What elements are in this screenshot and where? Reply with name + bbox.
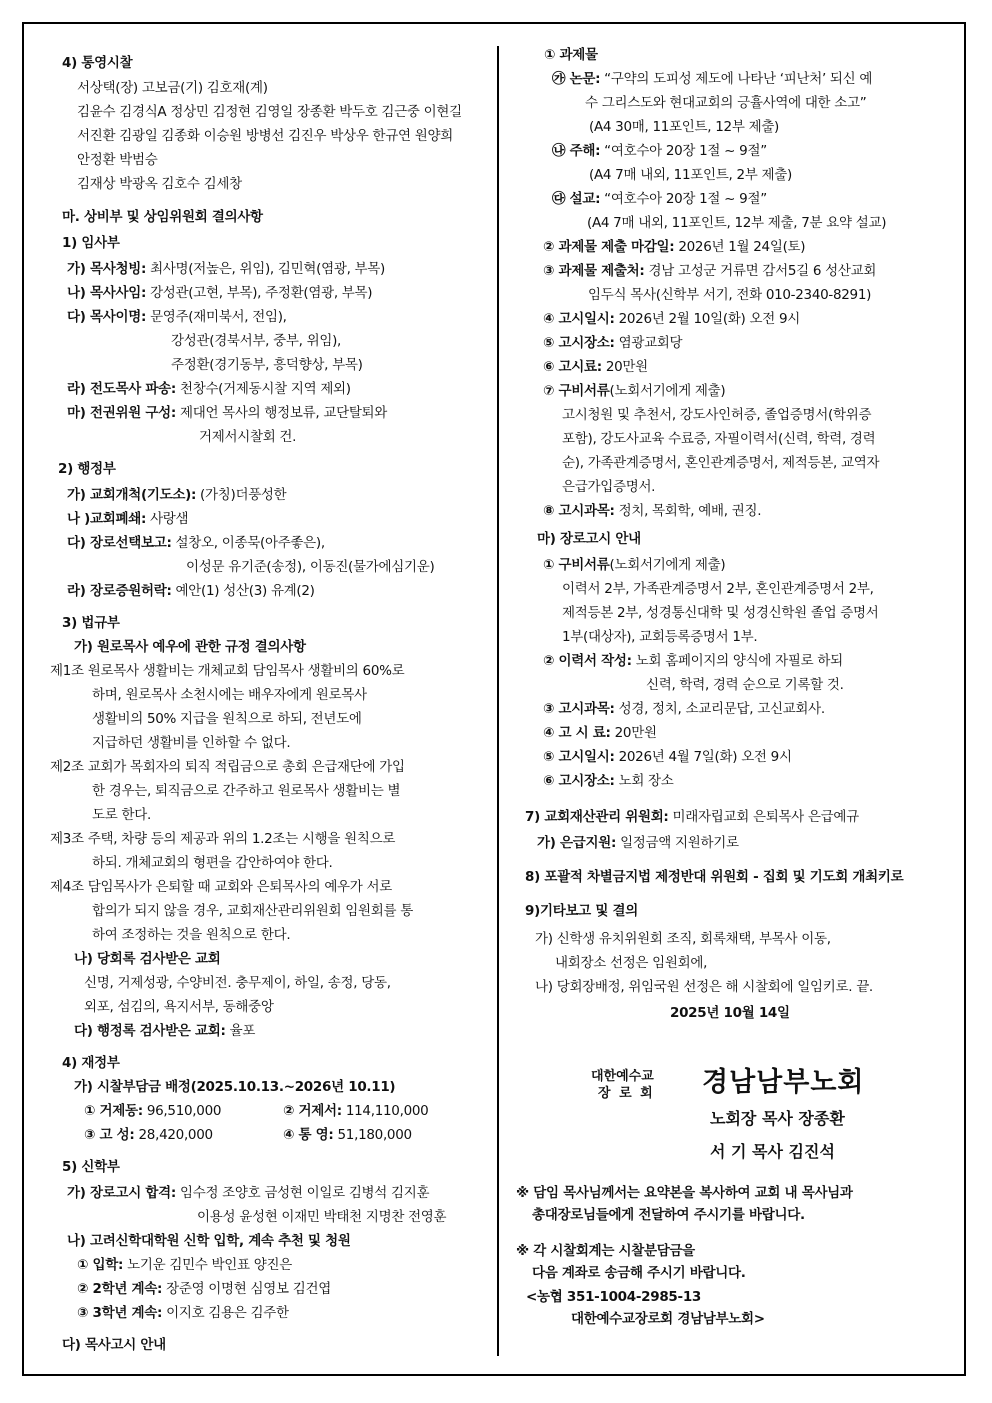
left-text-label: 다) 장로선택보고:: [67, 535, 172, 551]
right-text-value: (노회서기에게 제출): [609, 557, 726, 573]
left-text-line: [283, 1102, 428, 1120]
right-text-line: (A4 7매 내외, 11포인트, 2부 제출): [589, 167, 792, 183]
left-text-line: 하되. 개체교회의 형편을 감안하여야 한다.: [92, 855, 333, 871]
left-text-line: 주정환(경기동부, 흥덕향상, 부목): [171, 357, 363, 373]
left-text-line: 제2조 교회가 목회자의 퇴직 적립금으로 총회 은급재단에 가입: [50, 759, 405, 775]
left-text-line: 거제서시찰회 건.: [199, 429, 297, 445]
left-text-line: 4) 재정부: [62, 1055, 120, 1071]
left-text-value: 114,110,000: [341, 1103, 429, 1119]
left-text-label: 다) 행정록 검사받은 교회:: [74, 1023, 226, 1039]
left-text-value: 51,180,000: [333, 1127, 412, 1143]
note-text-line: ※ 각 시찰회계는 시찰분담금을: [516, 1243, 695, 1259]
left-text-line: [74, 1022, 255, 1040]
left-text-label: ② 2학년 계속:: [77, 1281, 163, 1297]
left-text-line: [67, 284, 372, 302]
right-text-label: 가) 은급지원:: [537, 835, 617, 851]
left-text-line: [67, 404, 387, 422]
left-text-label: 가) 교회개척(기도소):: [67, 487, 197, 503]
right-text-line: [537, 834, 739, 852]
right-text-line: [543, 382, 725, 400]
left-text-line: 1) 임사부: [62, 235, 120, 251]
right-text-label: ㉮ 논문:: [552, 71, 601, 87]
right-text-line: [543, 652, 843, 670]
right-text-value: “여호수아 20장 1절 ~ 9절”: [600, 191, 767, 207]
org-name-line1: 대한예수교: [591, 1069, 654, 1084]
moderator-line: 노회장 목사 장종환: [710, 1109, 845, 1128]
left-text-value: 예안(1) 성산(3) 유계(2): [171, 583, 315, 599]
right-text-line: 나) 당회장배정, 위임국원 선정은 해 시찰회에 일임키로. 끝.: [535, 979, 873, 995]
left-text-label: 가) 목사청빙:: [67, 261, 147, 277]
left-text-value: 문영주(재미북서, 전임),: [146, 309, 287, 325]
right-text-line: [552, 190, 767, 208]
left-text-line: [84, 1102, 221, 1120]
right-text-value: “여호수아 20장 1절 ~ 9절”: [600, 143, 767, 159]
left-text-label: 라) 전도목사 파송:: [67, 381, 176, 397]
right-text-line: [525, 808, 859, 826]
right-text-label: ⑤ 고시장소:: [543, 335, 615, 351]
left-text-line: 도로 한다.: [92, 807, 151, 823]
left-text-line: [67, 1184, 429, 1202]
right-text-label: ① 구비서류: [543, 557, 610, 573]
left-text-line: 제1조 원로목사 생활비는 개체교회 담임목사 생활비의 60%로: [50, 663, 405, 679]
left-text-label: 마) 전권위원 구성:: [67, 405, 176, 421]
right-text-line: [543, 724, 657, 742]
right-text-line: 은급가입증명서.: [562, 479, 656, 495]
left-text-line: 하며, 원로목사 소천시에는 배우자에게 원로목사: [92, 687, 367, 703]
left-text-line: [84, 1126, 213, 1144]
left-text-line: 서진환 김광일 김종화 이승원 방병선 김진우 박상우 한규연 원양희: [77, 128, 453, 144]
clerk-line: 서 기 목사 김진석: [710, 1142, 835, 1161]
right-text-label: ⑥ 고시료:: [543, 359, 602, 375]
right-text-value: 2026년 4월 7일(화) 오전 9시: [614, 749, 792, 765]
left-text-value: 노기운 김민수 박인표 양진은: [123, 1257, 292, 1273]
right-text-line: [543, 310, 800, 328]
left-text-line: [77, 1304, 289, 1322]
left-text-line: 합의가 되지 않을 경우, 교회재산관리위원회 임원회를 통: [92, 903, 413, 919]
left-text-label: ③ 3학년 계속:: [77, 1305, 163, 1321]
right-text-line: 제적등본 2부, 성경통신대학 및 성경신학원 졸업 증명서: [562, 605, 879, 621]
left-text-line: [67, 534, 325, 552]
right-text-value: 경남 고성군 거류면 감서5길 6 성산교회: [644, 263, 877, 279]
right-text-line: 8) 포괄적 차별금지법 제정반대 위원회 - 집회 및 기도회 개최키로: [525, 869, 904, 885]
left-text-value: 28,420,000: [134, 1127, 213, 1143]
right-text-line: [552, 70, 872, 88]
left-text-line: 외포, 섬김의, 욕지서부, 동해중앙: [84, 999, 274, 1015]
note-text-line: <농협 351-1004-2985-13: [526, 1289, 702, 1305]
left-text-value: 설창오, 이종묵(아주좋은),: [171, 535, 325, 551]
left-text-line: 신명, 거제성광, 수양비전. 충무제이, 하일, 송정, 당동,: [84, 975, 391, 991]
left-text-line: 제3조 주택, 차량 등의 제공과 위의 1.2조는 시행을 원칙으로: [50, 831, 396, 847]
left-text-value: 율포: [225, 1023, 256, 1039]
right-text-label: ㉯ 주해:: [552, 143, 601, 159]
right-text-line: 내회장소 선정은 임원회에,: [555, 955, 708, 971]
left-text-label: 나) 목사사임:: [67, 285, 147, 301]
right-text-value: (노회서기에게 제출): [609, 383, 726, 399]
right-text-value: 20만원: [610, 725, 657, 741]
right-text-line: 포함), 강도사교육 수료증, 자필이력서(신력, 학력, 경력: [562, 431, 876, 447]
right-text-label: ④ 고 시 료:: [543, 725, 611, 741]
left-text-line: 하여 조정하는 것을 원칙으로 한다.: [92, 927, 291, 943]
left-text-line: 나) 고려신학대학원 신학 입학, 계속 추천 및 청원: [67, 1233, 351, 1249]
left-text-line: 안정환 박범승: [77, 152, 158, 168]
right-text-line: 신력, 학력, 경력 순으로 기록할 것.: [646, 677, 844, 693]
right-text-line: 9)기타보고 및 결의: [525, 903, 638, 919]
left-text-line: [283, 1126, 412, 1144]
left-text-label: ② 거제서:: [283, 1103, 342, 1119]
right-text-label: ② 과제물 제출 마감일:: [543, 239, 675, 255]
left-text-value: 사랑샘: [146, 511, 189, 527]
left-text-line: 제4조 담임목사가 은퇴할 때 교회와 은퇴목사의 예우가 서로: [50, 879, 393, 895]
left-text-value: 천창수(거제동시찰 지역 제외): [175, 381, 351, 397]
left-text-line: [67, 582, 315, 600]
note-text-line: ※ 담임 목사님께서는 요약본을 복사하여 교회 내 목사님과: [516, 1185, 853, 1201]
left-text-line: 강성관(경북서부, 중부, 위임),: [171, 333, 342, 349]
right-text-line: 고시청원 및 추천서, 강도사인허증, 졸업증명서(학위증: [562, 407, 872, 423]
right-text-line: [543, 238, 805, 256]
right-text-value: 염광교회당: [614, 335, 683, 351]
left-text-line: 한 경우는, 퇴직금으로 간주하고 원로목사 생활비는 별: [92, 783, 401, 799]
left-text-value: (가칭)더풍성한: [196, 487, 287, 503]
right-text-line: [552, 142, 767, 160]
note-text-line: 대한예수교장로회 경남남부노회>: [571, 1311, 765, 1327]
right-text-line: 임두식 목사(신학부 서기, 전화 010-2340-8291): [588, 287, 872, 303]
right-text-label: ③ 고시과목:: [543, 701, 615, 717]
left-text-line: [77, 1280, 331, 1298]
right-text-line: [543, 358, 648, 376]
left-text-label: 가) 장로고시 합격:: [67, 1185, 176, 1201]
right-text-line: [543, 556, 725, 574]
left-text-line: 4) 통영시찰: [62, 55, 133, 71]
left-text-line: 김윤수 김경식A 정상민 김정현 김영일 장종환 박두호 김근중 이현길: [77, 104, 462, 120]
presbytery-name: 경남남부노회: [702, 1067, 865, 1098]
left-text-value: 최사명(저높은, 위임), 김민혁(염광, 부목): [146, 261, 385, 277]
left-text-line: 다) 목사고시 안내: [62, 1337, 166, 1353]
right-text-value: “구약의 도피성 제도에 나타난 ‘피난처’ 되신 예: [600, 71, 873, 87]
right-text-label: ㉰ 설교:: [552, 191, 601, 207]
right-text-value: 2026년 2월 10일(화) 오전 9시: [614, 311, 800, 327]
right-text-value: 일정금액 지원하기로: [616, 835, 739, 851]
right-text-line: 마) 장로고시 안내: [537, 531, 641, 547]
left-text-line: 2) 행정부: [58, 461, 116, 477]
right-text-value: 노회 장소: [614, 773, 674, 789]
right-text-label: ② 이력서 작성:: [543, 653, 632, 669]
right-text-line: [543, 262, 876, 280]
left-text-line: 가) 시찰부담금 배정(2025.10.13.~2026년 10.11): [74, 1079, 396, 1095]
right-text-line: 1부(대상자), 교회등록증명서 1부.: [562, 629, 758, 645]
right-text-line: (A4 7매 내외, 11포인트, 12부 제출, 7분 요약 설교): [587, 215, 887, 231]
right-text-line: 이력서 2부, 가족관계증명서 2부, 혼인관계증명서 2부,: [562, 581, 874, 597]
left-text-line: 김재상 박광옥 김호수 김세창: [77, 176, 242, 192]
left-text-line: 서상택(장) 고보금(기) 김호재(계): [77, 80, 268, 96]
note-text-line: 총대장로님들에게 전달하여 주시기를 바랍니다.: [532, 1207, 805, 1223]
left-text-line: [67, 486, 286, 504]
right-text-line: (A4 30매, 11포인트, 12부 제출): [589, 119, 780, 135]
left-text-line: [67, 260, 385, 278]
left-text-line: 5) 신학부: [62, 1159, 120, 1175]
right-text-line: 순), 가족관계증명서, 혼인관계증명서, 제적등본, 교역자: [562, 455, 880, 471]
left-text-label: 다) 목사이명:: [67, 309, 147, 325]
right-text-line: 가) 신학생 유치위원회 조직, 회록채택, 부목사 이동,: [535, 931, 831, 947]
left-text-value: 이지호 김용은 김주한: [162, 1305, 289, 1321]
right-text-value: 정치, 목회학, 예배, 권징.: [614, 503, 762, 519]
right-text-line: [543, 772, 674, 790]
left-text-value: 임수정 조양호 금성현 이일로 김병석 김지훈: [175, 1185, 430, 1201]
left-text-line: 나) 당회록 검사받은 교회: [74, 951, 221, 967]
right-text-label: ③ 과제물 제출처:: [543, 263, 645, 279]
left-text-line: 이용성 윤성현 이재민 박태천 지명찬 전영훈: [197, 1209, 447, 1225]
left-text-label: ④ 통 영:: [283, 1127, 334, 1143]
right-text-value: 성경, 정치, 소교리문답, 고신교회사.: [614, 701, 825, 717]
left-text-line: 이성문 유기준(송정), 이동진(물가에심기운): [186, 559, 435, 575]
left-text-line: 지급하던 생활비를 인하할 수 없다.: [92, 735, 291, 751]
right-text-line: 수 그리스도와 현대교회의 긍휼사역에 대한 소고”: [585, 95, 867, 111]
right-text-line: [543, 334, 682, 352]
right-text-line: [543, 700, 825, 718]
left-text-line: 마. 상비부 및 상임위원회 결의사항: [62, 209, 263, 225]
left-text-label: ③ 고 성:: [84, 1127, 135, 1143]
left-text-value: 강성관(고현, 부목), 주정환(염광, 부목): [146, 285, 373, 301]
left-text-line: [67, 380, 351, 398]
left-text-line: [77, 1256, 292, 1274]
right-text-value: 미래자립교회 은퇴목사 은급예규: [668, 809, 859, 825]
left-text-value: 제대언 목사의 행정보류, 교단탈퇴와: [175, 405, 388, 421]
right-text-line: ① 과제물: [544, 47, 598, 63]
right-text-line: [543, 748, 792, 766]
column-divider: [497, 46, 499, 1356]
right-text-line: [543, 502, 761, 520]
left-text-label: 나 )교회폐쇄:: [67, 511, 147, 527]
right-text-value: 노회 홈페이지의 양식에 자필로 하되: [631, 653, 843, 669]
right-text-label: ⑥ 고시장소:: [543, 773, 615, 789]
left-text-line: 가) 원로목사 예우에 관한 규정 결의사항: [74, 639, 306, 655]
left-text-label: ① 거제동:: [84, 1103, 143, 1119]
left-text-line: 생활비의 50% 지급을 원칙으로 하되, 전년도에: [92, 711, 362, 727]
left-text-value: 장준영 이명현 심영보 김건엽: [162, 1281, 331, 1297]
right-text-label: ④ 고시일시:: [543, 311, 615, 327]
right-text-label: 7) 교회재산관리 위원회:: [525, 809, 669, 825]
right-text-label: ⑧ 고시과목:: [543, 503, 615, 519]
right-text-label: ⑤ 고시일시:: [543, 749, 615, 765]
left-text-line: 3) 법규부: [62, 615, 120, 631]
left-text-label: 라) 장로증원허락:: [67, 583, 172, 599]
right-text-line: 2025년 10월 14일: [670, 1005, 790, 1021]
right-text-value: 2026년 1월 24일(토): [674, 239, 806, 255]
left-text-label: ① 입학:: [77, 1257, 124, 1273]
right-text-label: ⑦ 구비서류: [543, 383, 610, 399]
note-text-line: 다음 계좌로 송금해 주시기 바랍니다.: [532, 1265, 746, 1281]
left-text-value: 96,510,000: [142, 1103, 222, 1119]
left-text-line: [67, 510, 188, 528]
left-text-line: [67, 308, 287, 326]
org-name-line2: 장 로 회: [598, 1086, 655, 1101]
right-text-value: 20만원: [601, 359, 648, 375]
